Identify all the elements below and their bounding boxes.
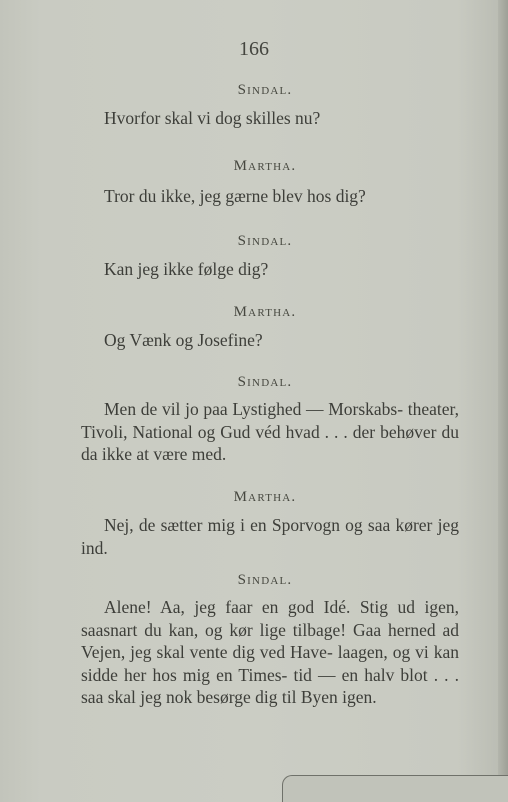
next-page-edge	[282, 775, 508, 802]
dialogue-line: Og Vænk og Josefine?	[104, 330, 263, 350]
dialogue-paragraph: Nej, de sætter mig i en Sporvogn og saa kører jeg ind.	[81, 515, 459, 558]
speaker-name: Martha.	[233, 304, 297, 320]
speaker-name: Sindal.	[237, 82, 293, 98]
page-number: 166	[239, 38, 269, 60]
dialogue-line: Hvorfor skal vi dog skilles nu?	[104, 108, 321, 128]
dialogue-line: Kan jeg ikke følge dig?	[104, 259, 269, 279]
speaker-name: Sindal.	[237, 572, 293, 588]
dialogue-paragraph: Alene! Aa, jeg faar en god Idé. Stig ud igen, saasnart du kan, og kør lige tilbage! Gaa herned ad Vejen, jeg skal vente dig ved Have- laagen, og vi kan sidde her hos mig en Times- tid — en halv blot . . . saa skal jeg nok besørge dig til Byen igen.	[81, 597, 459, 707]
page-spine	[498, 0, 508, 802]
speaker-name: Martha.	[233, 158, 297, 174]
speaker-name: Martha.	[233, 489, 297, 505]
speaker-name: Sindal.	[237, 374, 293, 390]
dialogue-paragraph: Men de vil jo paa Lystighed — Morskabs- theater, Tivoli, National og Gud véd hvad . . . der behøver du da ikke at være med.	[81, 399, 459, 464]
speaker-name: Sindal.	[237, 233, 293, 249]
dialogue-line: Tror du ikke, jeg gærne blev hos dig?	[104, 186, 366, 206]
